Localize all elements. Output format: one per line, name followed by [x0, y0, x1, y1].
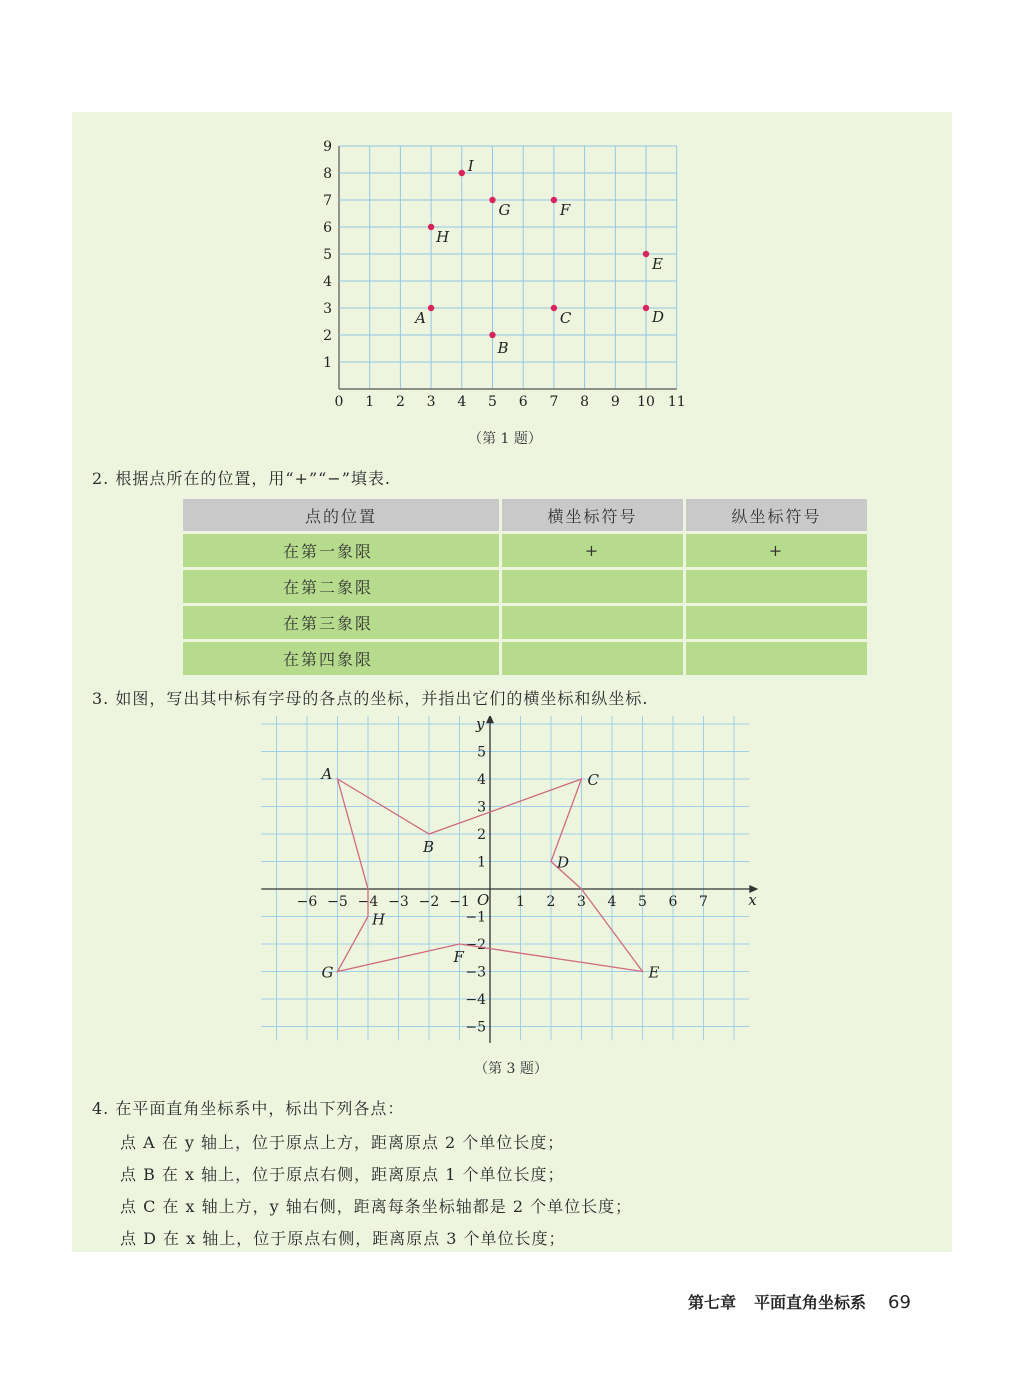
x-tick-label: 2 — [395, 394, 405, 410]
question-2-text: 2. 根据点所在的位置，用“+”“−”填表. — [92, 469, 391, 488]
table-cell-y-sign — [686, 642, 867, 675]
y-tick-label: 3 — [323, 301, 332, 317]
figure-3-coordinate-plane — [250, 716, 770, 1046]
point-a — [428, 305, 434, 311]
footer-title: 平面直角坐标系 — [754, 1293, 867, 1312]
page-footer — [688, 1290, 911, 1313]
x-axis-label: x — [748, 891, 757, 909]
vertex-label-b: B — [423, 838, 435, 856]
point-label-d: D — [652, 308, 665, 326]
figure-1-grid — [310, 132, 700, 417]
vertex-label-c: C — [587, 771, 599, 789]
point-e — [643, 251, 649, 257]
x-tick-label: −2 — [418, 894, 440, 910]
table-cell-y-sign — [686, 570, 867, 603]
y-tick-label: 5 — [323, 247, 332, 263]
point-c — [551, 305, 557, 311]
vertex-label-h: H — [372, 910, 386, 929]
table-row — [183, 642, 867, 675]
table-header-row — [183, 499, 867, 531]
table-row — [183, 570, 867, 603]
y-tick-label: 4 — [323, 274, 332, 290]
question-4-text: 4. 在平面直角坐标系中，标出下列各点： — [92, 1099, 405, 1118]
y-tick-label: 2 — [477, 827, 486, 843]
y-tick-label: 7 — [323, 193, 332, 209]
table-cell-x-sign — [502, 606, 683, 639]
y-tick-label: −1 — [465, 909, 486, 926]
y-tick-label: 2 — [323, 328, 332, 344]
y-axis-label: y — [476, 716, 485, 733]
table-cell-x-sign: + — [502, 534, 683, 567]
origin-label: O — [477, 891, 490, 909]
table-header-x-sign: 横坐标符号 — [502, 499, 683, 531]
y-tick-label: −3 — [465, 964, 486, 981]
vertex-label-e: E — [648, 963, 660, 982]
y-tick-label: 9 — [323, 139, 332, 155]
vertex-label-d: D — [557, 853, 570, 872]
x-tick-label: 4 — [457, 394, 467, 410]
x-tick-label: 8 — [580, 394, 590, 410]
table-cell-y-sign: + — [686, 534, 867, 567]
table-row — [183, 534, 867, 567]
x-tick-label: −1 — [449, 894, 470, 910]
sign-table — [180, 496, 870, 678]
y-tick-label: 1 — [323, 355, 332, 371]
point-label-g: G — [498, 201, 511, 219]
x-tick-label: 11 — [667, 394, 686, 410]
x-tick-label: −5 — [327, 894, 348, 910]
table-cell-position: 在第三象限 — [183, 606, 499, 639]
point-label-f: F — [559, 201, 571, 219]
question-4-line: 点 B 在 x 轴上，位于原点右侧，距离原点 1 个单位长度； — [120, 1165, 565, 1184]
y-tick-label: 8 — [323, 166, 332, 182]
point-label-i: I — [467, 157, 474, 175]
x-tick-label: 6 — [668, 894, 678, 910]
x-tick-label: 9 — [610, 394, 620, 410]
y-tick-label: 4 — [477, 772, 486, 788]
x-tick-label: 6 — [518, 394, 528, 410]
question-4-line: 点 C 在 x 轴上方，y 轴右侧，距离每条坐标轴都是 2 个单位长度； — [120, 1197, 633, 1216]
figure-1-caption: （第 1 题） — [468, 431, 542, 447]
question-4-line: 点 D 在 x 轴上，位于原点右侧，距离原点 3 个单位长度； — [120, 1229, 566, 1248]
point-b — [489, 332, 495, 338]
table-cell-position: 在第二象限 — [183, 570, 499, 603]
table-header-position: 点的位置 — [183, 499, 499, 531]
point-label-a: A — [415, 309, 426, 327]
point-label-h: H — [436, 228, 450, 246]
y-tick-label: 1 — [477, 854, 486, 871]
table-row — [183, 606, 867, 639]
x-tick-label: −6 — [296, 894, 318, 910]
y-tick-label: 6 — [323, 220, 332, 236]
x-tick-label: 5 — [488, 394, 497, 410]
footer-chapter: 第七章 — [688, 1293, 737, 1312]
x-tick-label: 5 — [638, 894, 647, 910]
x-tick-label: 0 — [334, 394, 344, 410]
page-number: 69 — [888, 1292, 911, 1313]
x-tick-label: 2 — [546, 894, 556, 910]
y-tick-label: 5 — [477, 744, 486, 761]
x-tick-label: 1 — [365, 394, 375, 410]
question-4-line: 点 A 在 y 轴上，位于原点上方，距离原点 2 个单位长度； — [120, 1133, 565, 1152]
point-d — [643, 305, 649, 311]
question-3-text: 3. 如图，写出其中标有字母的各点的坐标，并指出它们的横坐标和纵坐标. — [92, 689, 649, 708]
y-axis-arrow — [486, 716, 494, 723]
point-label-b: B — [497, 339, 509, 357]
vertex-label-a: A — [321, 765, 333, 783]
vertex-label-f: F — [453, 948, 464, 966]
x-tick-label: −3 — [388, 894, 409, 910]
table-cell-x-sign — [502, 642, 683, 675]
y-tick-label: 3 — [477, 799, 486, 816]
point-i — [459, 170, 465, 176]
x-tick-label: 10 — [637, 394, 655, 410]
y-tick-label: −5 — [465, 1019, 486, 1036]
point-label-e: E — [652, 255, 663, 273]
point-f — [551, 197, 557, 203]
figure-3-caption: （第 3 题） — [474, 1061, 548, 1077]
point-h — [428, 224, 434, 230]
y-tick-label: −2 — [465, 937, 486, 953]
table-cell-x-sign — [502, 570, 683, 603]
x-tick-label: 3 — [426, 394, 436, 410]
x-tick-label: 7 — [699, 894, 708, 910]
x-tick-label: 4 — [607, 894, 617, 910]
y-tick-label: −4 — [465, 992, 486, 1008]
x-tick-label: 7 — [549, 394, 559, 410]
table-cell-position: 在第四象限 — [183, 642, 499, 675]
point-g — [489, 197, 495, 203]
table-cell-position: 在第一象限 — [183, 534, 499, 567]
x-tick-label: 3 — [577, 894, 586, 910]
x-tick-label: −4 — [357, 894, 379, 910]
point-label-c: C — [559, 309, 572, 327]
table-header-y-sign: 纵坐标符号 — [686, 499, 867, 531]
vertex-label-g: G — [321, 963, 334, 982]
x-tick-label: 1 — [516, 894, 525, 910]
table-cell-y-sign — [686, 606, 867, 639]
